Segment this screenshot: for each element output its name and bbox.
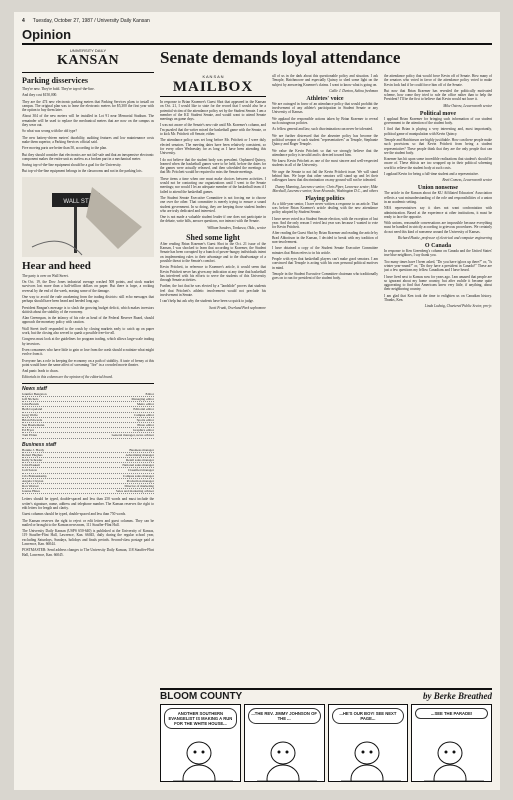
masthead-kicker: UNIVERSITY DAILY <box>69 48 107 53</box>
letter-4-signature: Danny Manning, Lawrence senior; Chris Piper, Lawrence senior; Mike Marshall, Lawrence senior; Sean Alvarado, Washington D.C., and others <box>272 184 378 193</box>
paragraph: And they cost $150,000. <box>22 93 58 98</box>
speech-bubble: ANOTHER SOUTHERN EVANGELIST IS MAKING A RUN FOR THE WHITE HOUSE... <box>164 708 237 729</box>
paragraph: The new battery-driven meters' durability, auditing features and low maintenance costs make them superior, a Parking Services official said. <box>22 135 154 144</box>
staff-name: Kelly Schrader <box>22 457 43 462</box>
staff-role: Campus sales manager <box>122 473 154 478</box>
center-left-column <box>160 74 266 684</box>
comic-panel <box>244 704 325 782</box>
union-nonsense-heading: Union nonsense <box>417 185 459 192</box>
comic-panels <box>160 704 492 782</box>
right-column <box>384 74 492 684</box>
paragraph: The attendance policy was set long before Mr. Pritchett or I were duly elected senators. The meeting dates have been relatively consistent, so for every other Wednesday for as long as I have been attending this University. <box>160 138 266 156</box>
paragraph: Wall Street itself responded to the crash by closing markets early to catch up on paper work, but the closing also served to quash a possible free-for-all. <box>22 326 154 336</box>
comic-panel <box>160 704 241 782</box>
letter-9-body <box>384 249 492 302</box>
staff-role: Campus editor <box>134 412 154 417</box>
paragraph: The article in the Kansan about the KU Affiliated Educators' Association reflects a vast misunderstanding of the role and responsibilities of a union in an academic setting. <box>384 191 492 204</box>
staff-role: Editorial editor <box>133 407 154 412</box>
paragraph: On Oct. 19, the Dow Jones industrial average crashed 508 points, and stock market survivors lost more than a half-trillion dollars on paper. But there is hope, a rocking reversal by the end of the week, erasing some of the damage. <box>22 280 154 293</box>
speech-bubble: ...SEE THE PARADE! <box>415 708 488 719</box>
staff-name: Bonnie J. Hardy <box>22 447 45 452</box>
paragraph: These items a time when one must make choices between activities. I would not be contacting our organizations until I went to the Senate meetings; nor would I let an adequate member of the basketball team if I failed to attend the basketball games. <box>160 176 266 194</box>
paragraph: In response to Ken Greenberg's column on Canada and the United States' true blue neighbors, I say thank you. <box>384 249 492 258</box>
paragraph: Saving top-of-the-line equipment should be a goal for the University. <box>22 163 122 168</box>
staff-row <box>22 433 154 438</box>
paragraph: NEA representatives say it does not want confrontation with administration. Based at the experience at other institutions, it must be ready to face the opposite. <box>384 206 492 219</box>
staff-role: Production manager <box>126 478 154 483</box>
paragraph: I can't help but ask why the students have been so quick to judge. <box>160 299 254 304</box>
staff-row <box>22 489 154 494</box>
paragraph: I find that Brian is playing a very interesting and, most importantly, political game of manipulation with Kevin Quincy. <box>384 127 492 136</box>
letters-policy <box>22 497 154 557</box>
paragraph: President Reagan's message is to slash the growing budget deficit, which makes investors skittish about the stability of the economy. <box>22 305 154 314</box>
paragraph: Congress must look at the guidelines for program trading, which allows large-scale trading by investors. <box>22 337 154 346</box>
letter-8-signature: Richard Hastie, professor of electrical and computer engineering <box>398 236 492 241</box>
paragraph: We applaud the responsible actions taken by Brian Kraemer to reveal such outrageous policies. <box>272 116 378 126</box>
paragraph: I do not believe that the student body was prevalent. Orphaned Quincy, learned when the basketball games were to be held, before the dates for the games were actually released, and then scheduled the meetings so that Mr. Pritchett would be required to miss the Senate meetings. <box>160 157 266 175</box>
staff-role: Retail sales manager <box>125 457 154 462</box>
paragraph: As a fifth-year senior, I have never written a response to an article. That was before Brian Kraemer's article dealing with the new attendance policy adopted by Student Senate. <box>272 201 378 215</box>
paragraph: They are the 474 new electronic parking meters that Parking Services plans to install on campus. The original plan was to lease the electronic meters for $5,300 the first year with the option to buy them later. <box>22 99 154 113</box>
letter-4-body <box>272 102 378 183</box>
editorial-1-body <box>22 87 154 174</box>
wall-street-illustration <box>22 177 154 257</box>
paragraph: As fellow general and law, such discrimination can never be tolerated. <box>272 127 373 132</box>
paragraph: In response to Brian Kraemer's Guest Shot that appeared in the Kansan on Oct. 21, I would like to state for the record that I would also be a potential victim of the attendance policy set by the Student Senate. I am a member of the KU Student Senate, and would want to attend Senate meetings on game days. <box>160 100 266 122</box>
staff-name: Jennifer Bengston <box>22 391 47 396</box>
news-staff-title: News staff <box>22 385 47 392</box>
mailbox-kicker: K A N S A N <box>202 74 224 79</box>
paragraph: Further, the fact that he was elected by a "landslide" proves that students feel that Pritchett's athletic involvement would not preclude his involvement in Senate. <box>160 284 266 297</box>
wall-street-sign-image <box>22 177 154 257</box>
paragraph: But now that Brian Kraemer has revealed the politically motivated scheme, how come they tried to rule the office rather than to help the President? I'll be the first to believe that Kevin would not have it. <box>384 88 492 102</box>
comic-byline: by Berke Breathed <box>423 691 492 701</box>
news-staff-list <box>22 392 154 439</box>
staff-role: Managing editor <box>131 396 154 401</box>
staff-role: Business manager <box>129 447 154 452</box>
paragraph: We are outraged in favor of an attendance policy that would prohibit the involvement of any athlete's participation in Student Senate or any University of Kansas. <box>272 101 378 115</box>
paragraph: Kevin Pritchett, in reference to Kraemer's article, it would seem that Kevin Pritchett never has given any indication at any time that basketball has interfered with his efforts to serve the students of this University through Senate activities. <box>160 265 266 283</box>
comic-panel <box>328 704 409 782</box>
speech-bubble: ...HE'S OUR BOY! SEE NEXT PAGE... <box>332 708 405 724</box>
section-title: Opinion <box>22 27 72 42</box>
paragraph: One is not made a valuable student leader if one does not participate in the debate, write bills, answer questions, nor interact with the Senate. <box>160 215 266 224</box>
letter-2-signature: Scott Frank, Overland Park sophomore <box>209 305 266 310</box>
editorial-note: Editorials in this column are the opinion of the editorial board. <box>22 375 113 380</box>
paragraph: They're new. They're bold. They're top-of-the-line. <box>22 87 95 91</box>
comic-title: BLOOM COUNTY <box>160 691 243 702</box>
letter-7-body <box>384 117 492 177</box>
paragraph: I have never voted in a Student Senate election, with the exception of last year. And the only reason I voted last year was because I wanted to vote for Kevin Pritchett. <box>272 216 378 230</box>
cartoon-character-drawing <box>163 733 241 781</box>
paragraph: Guest columns should be typed, double-spaced and less than 750 words. <box>22 512 127 517</box>
paragraph: I have lived next to Kansas now for years ago. I am amazed that people are so ignorant about my home country, but after awhile it became quite aggravating to find that Americans knew very little, if anything, about their neighboring country. <box>384 274 492 292</box>
letter-7-signature: Brett Comess, Leavenworth senior <box>442 178 492 183</box>
staff-role: Graphics editor <box>133 428 154 433</box>
letter-6-body <box>384 74 492 102</box>
staff-name: Tom Eblen <box>22 433 37 438</box>
mailbox-logo <box>160 74 266 97</box>
paragraph: So what was wrong with the old type? <box>22 129 77 134</box>
staff-name: Ed Fryer <box>22 428 34 433</box>
paragraph: Everyone has a role in keeping the economy on a path of stability. A taste of frenzy at this point would have the same affect of screaming "fire" in a crowded movie theater. <box>22 358 154 367</box>
center-column <box>272 74 378 684</box>
paragraph: With unions, reasonable conversations are impossible because everything must be handled in strictly according to grievous procedures. We certainly do not need this kind of nonsense around the University of Kansas. <box>384 221 492 234</box>
cartoon-character-drawing <box>247 733 325 781</box>
staff-role: Sales and marketing adviser <box>115 489 154 494</box>
staff-name: John Borum <box>22 402 39 407</box>
staff-role: National sales manager <box>122 463 154 468</box>
paragraph: We urge the Senate to not fail the Kevin Pritchett issue. We will stand behind him. We hope that other senators will stand up and let their colleagues know that discrimination on any ground will not be tolerated. <box>272 169 378 183</box>
paragraph: I am glad that Ken took the time to enlighten us on Canadian history. Thanks, Ken. <box>384 293 492 302</box>
paragraph: We know Kevin Pritchett as one of the most sincere and well-respected students in all of the University. <box>272 159 378 168</box>
political-move-heading: Political move <box>419 110 457 117</box>
comic-panel <box>411 704 492 782</box>
street-sign-text: WALL ST <box>63 198 89 205</box>
staff-name: Robert Hughes <box>22 452 43 457</box>
paragraph: We value the Kevin Pritchett so that we strongly believe that the attendance policy is invalid and is directed toward him. <box>272 148 378 157</box>
letter-6-signature: Mike Ostrow, Leavenworth senior <box>443 103 492 108</box>
paragraph: the attendance policy that would force Kevin off of Senate. How many of the senators who voted in favor of the attendance policy voted to make Kevin look bad if he could force him off of the Senate. <box>384 74 492 87</box>
paragraph: One way to avoid the rude awakening from the trading districts: still echo messages that perhaps should have been heard and heeded long ago. <box>22 294 154 304</box>
staff-name: Jeff Nichols <box>22 396 39 401</box>
staff-name: Jeanne Hines <box>22 489 40 494</box>
staff-role: Director of marketing <box>124 483 154 488</box>
page-number: 4 <box>22 18 25 24</box>
staff-name: Greg Wolfe <box>22 412 38 417</box>
staff-role: Editor <box>145 391 154 396</box>
letter-1-body <box>160 100 266 224</box>
paragraph: I applaud Kevin for being a full-time student and a representative. <box>384 172 479 177</box>
staff-role: Sports editor <box>136 417 154 422</box>
staff-role: Photo editor <box>137 422 154 427</box>
mailbox-title: MAILBOX <box>172 79 254 95</box>
business-staff-title: Business staff <box>22 441 57 448</box>
athletes-voice-heading: Athletes' voice <box>306 95 344 102</box>
staff-name: Ron Weaver <box>22 483 39 488</box>
letter-3-body <box>272 74 378 87</box>
paragraph: Tenople in the Student Executive Committee chairman who traditionally goes on to run for president of the student body. <box>272 271 378 281</box>
staff-role: Metro editor <box>136 402 154 407</box>
paragraph: The Kansan reserves the right to reject or edit letters and guest columns. They can be mailed or brought to the Kansan newsroom, 111 Stauffer-Flint Hall. <box>22 518 154 527</box>
paragraph: I applaud Brian Kraemer for bringing such information of our student government to the attention of the student body. <box>384 116 492 126</box>
paragraph: Too many times have I been asked, "Do you have igloos up there?" or, "Is winter year-round?" or, "Do they have a president in Canada?" These are just a few questions my fellow Canadians and I have heard. <box>384 259 492 273</box>
editorial-1-title: Parking disservices <box>22 76 88 85</box>
lead-headline-area <box>160 48 492 72</box>
masthead-name: KANSAN <box>56 53 120 68</box>
paragraph: all of us in the dark about this questionable policy and situation. I ask Tenople, Hatchmoore and especially Quincy to shed some light on the subject by answering Kraemer's claims. I want to know what is going on. <box>272 74 378 87</box>
staff-name: Angela Clayton <box>22 478 44 483</box>
speech-bubble: ...THE REV. JIMMY JOHNSON OF THE ... <box>248 708 321 724</box>
paragraph: Letters should be typed, double-spaced and less than 250 words and must include the writer's signature, name, address and telephone number. The Kansan reserves the right to edit letters for length and clarity. <box>22 497 154 510</box>
dateline: Tuesday, October 27, 1987 / University Daily Kansan <box>32 18 150 24</box>
lead-headline: Senate demands loyal attendance <box>160 48 401 67</box>
cartoon-character-drawing <box>331 733 409 781</box>
staff-role: Advertising manager <box>125 452 154 457</box>
letter-1-signature: William Sanders, Tonkawa, Okla., senior <box>207 225 266 230</box>
paragraph: The University Daily Kansan (USPS 650-640) is published at the University of Kansas, 119 Stauffer-Flint Hall, Lawrence, Kan. 66045, daily during the regular school year, excluding Saturdays, Sundays, holidays and finals periods. Second-class postage paid at Lawrence, Kan. 66044. <box>22 529 154 547</box>
comic-strip <box>160 688 492 784</box>
paragraph: Alan Greenspan, in the infancy of his role as head of the Federal Reserve Board, should approach the monetary policy with caution. <box>22 316 154 325</box>
paragraph: The party is over on Wall Street. <box>22 273 69 278</box>
letter-2-body <box>160 242 266 304</box>
staff-name: John Plaskett <box>22 463 40 468</box>
staff-name: Beth Copeland <box>22 407 43 412</box>
paragraph: After reading the Guest Shot by Brian Kraemer and reading the article by Brad Abbottson in the Kansan, I decided to break with my tradition of non-involvement. <box>272 231 378 245</box>
paragraph: POSTMASTER: Send address changes to The University Daily Kansan, 118 Stauffer-Flint Hall, Lawrence, Kan. 66045. <box>22 548 154 557</box>
left-column <box>22 48 154 784</box>
newspaper-page <box>14 12 500 790</box>
staff-name: Sue Buettemann <box>22 422 45 427</box>
paragraph: We are further distressed that the absentee policy has become the political weapon of such student "representatives" as Tenople, Stephanie Quincy and Roger Tenople. <box>272 133 378 147</box>
staff-name: Jodi Saxon <box>22 468 37 473</box>
shed-light-heading: Shed some light <box>186 232 240 242</box>
paragraph: Even consumers who have little to gain or lose from the crash should scrutinize what might evolve from it. <box>22 347 154 357</box>
o-canada-heading: O Canada <box>424 243 452 250</box>
paragraph: But they should consider that electronics are not fail-safe and that an inexpensive electronic component makes the entire unit as useless as a broken part in a mechanical meter. <box>22 152 154 161</box>
paragraph: About 304 of the new meters will be installed in Lot 91 near Memorial Stadium. The remainder will be used to replace the mechanical meters that are now on the campus as they wear out. <box>22 114 154 128</box>
paragraph: Kraemer has hit upon some incredible realizations that student's should be aware of. These elitists are too wrapped up in their political scheming world to relieve the student body at such costs. <box>384 157 492 170</box>
staff-role: General manager, news adviser <box>111 433 154 438</box>
editorial-2-title: Hear and heed <box>22 259 91 272</box>
paragraph: I was not aware of the Senate's new rule until Mr. Kraemer's column, and I'm puzzled that the writer mixed the basketball game with the Senate, or to kick Mr. Pritchett off Senate, either. <box>160 123 266 137</box>
paragraph: Five moving parts are better than 50, according to the plan. <box>22 146 108 151</box>
header-rule <box>22 43 492 45</box>
business-staff-list <box>22 448 154 495</box>
editorial-2-body <box>22 274 154 374</box>
paragraph: After reading Brian Kraemer's Guest Shot in the Oct. 21 issue of the Kansan, I was shocked to learn that according to Kraemer, the Student Senate has been corrupted by a bunch of power-hungry individuals intent on implementing rules to their advantage and to the disadvantage of a possible threat to the Senate's comfort. <box>160 241 266 263</box>
playing-politics-heading: Playing politics <box>305 195 345 202</box>
letter-3-signature: Callie J. Denton, Salina freshman <box>329 88 378 93</box>
letter-9-signature: Linda Ludwig, Chartered Public Sector, pro-jr. <box>424 304 492 309</box>
paragraph: Tenople and Hutchinson are highly justifiable. How can these people make such provisions so that Kevin Pritchett from being a student representative? These people think that they are the only people that can see the student body. <box>384 137 492 155</box>
paragraph: The Student Senate Executive Committee is not forcing me to choose one over the other. That committee is merely trying to ensure a sound student government. In so doing, they are keeping those student leaders who are truly dedicated and interested. <box>160 195 266 213</box>
cartoon-character-drawing <box>414 733 492 781</box>
paragraph: People with eyes that basketball players can't make good senators. I am convinced that Tenople is acting with his own personal political motives in mind. <box>272 256 378 270</box>
paragraph: And panic leads to chaos. <box>22 369 59 374</box>
staff-name: Cris Bohnenkamp <box>22 473 47 478</box>
page-header <box>22 18 492 27</box>
letter-5-body <box>272 202 378 281</box>
staff-name: Brian Edwards <box>22 417 43 422</box>
paragraph: But top-of-the-line equipment belongs in the classrooms and not in the parking lots. <box>22 169 143 174</box>
paragraph: I have obtained a copy of the Student Senate Executive Committee minutes that Brian refers to in his article. <box>272 246 378 255</box>
staff-role: Classified manager <box>127 468 154 473</box>
letter-8-body <box>384 191 492 234</box>
